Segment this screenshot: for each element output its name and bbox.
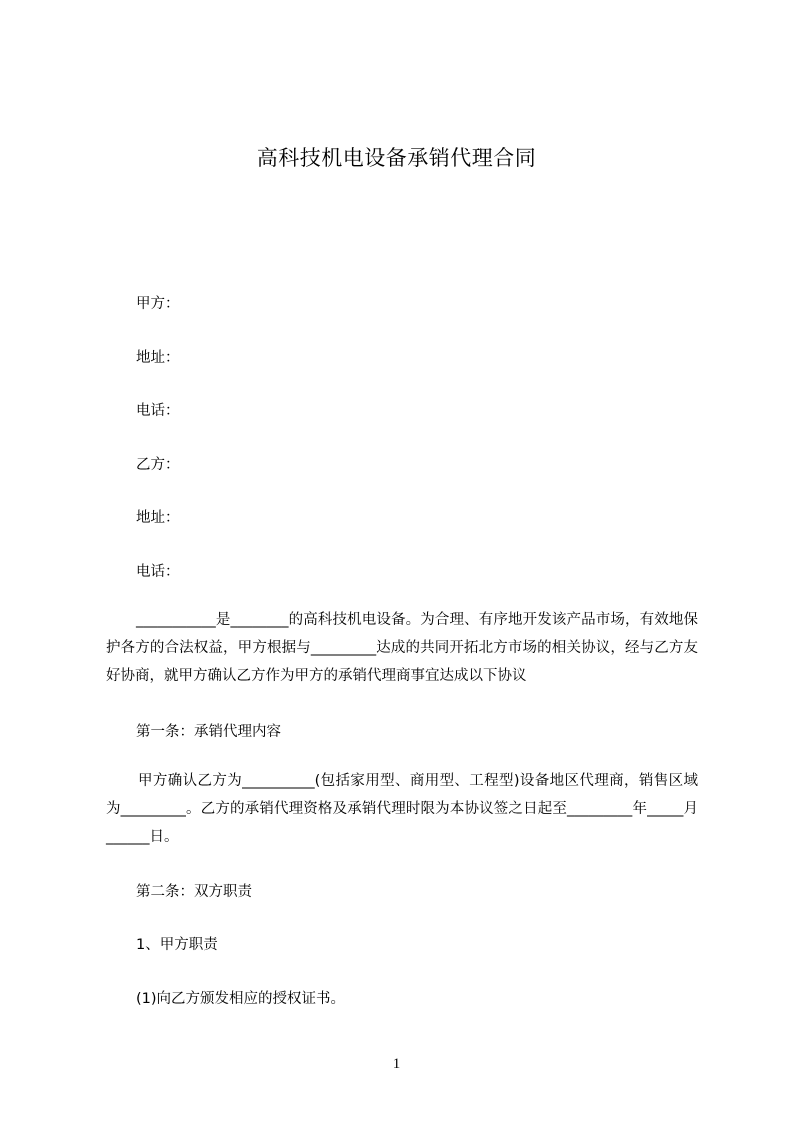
preamble-paragraph: ___________是________的高科技机电设备。为合理、有序地开发该产品市场，有效地保护各方的合法权益，甲方根据与_________达成的共同开拓北方市场的相关协议，经与乙方友好协商，就甲方确认乙方作为甲方的承销代理商事宜达成以下协议 [106, 612, 698, 684]
article-1-body: 甲方确认乙方为__________(包括家用型、商用型、工程型)设备地区代理商，销售区域为_________。乙方的承销代理资格及承销代理时限为本协议签之日起至_________年_____月______日。 [106, 773, 698, 845]
party-a-duties-heading: 1、甲方职责 [136, 937, 218, 953]
party-a-name-label: 甲方： [136, 296, 180, 312]
party-b-address-label: 地址： [136, 510, 180, 526]
duty-item-1: (1)向乙方颁发相应的授权证书。 [136, 991, 346, 1007]
article-2-heading: 第二条：双方职责 [136, 884, 252, 900]
party-a-address-label: 地址： [136, 350, 180, 366]
article-1-heading: 第一条：承销代理内容 [136, 724, 281, 740]
party-b-name-label: 乙方： [136, 457, 180, 473]
page-number: 1 [392, 1056, 401, 1072]
party-b-phone-label: 电话： [136, 564, 180, 580]
party-a-phone-label: 电话： [136, 403, 180, 419]
document-title: 高科技机电设备承销代理合同 [256, 146, 537, 170]
